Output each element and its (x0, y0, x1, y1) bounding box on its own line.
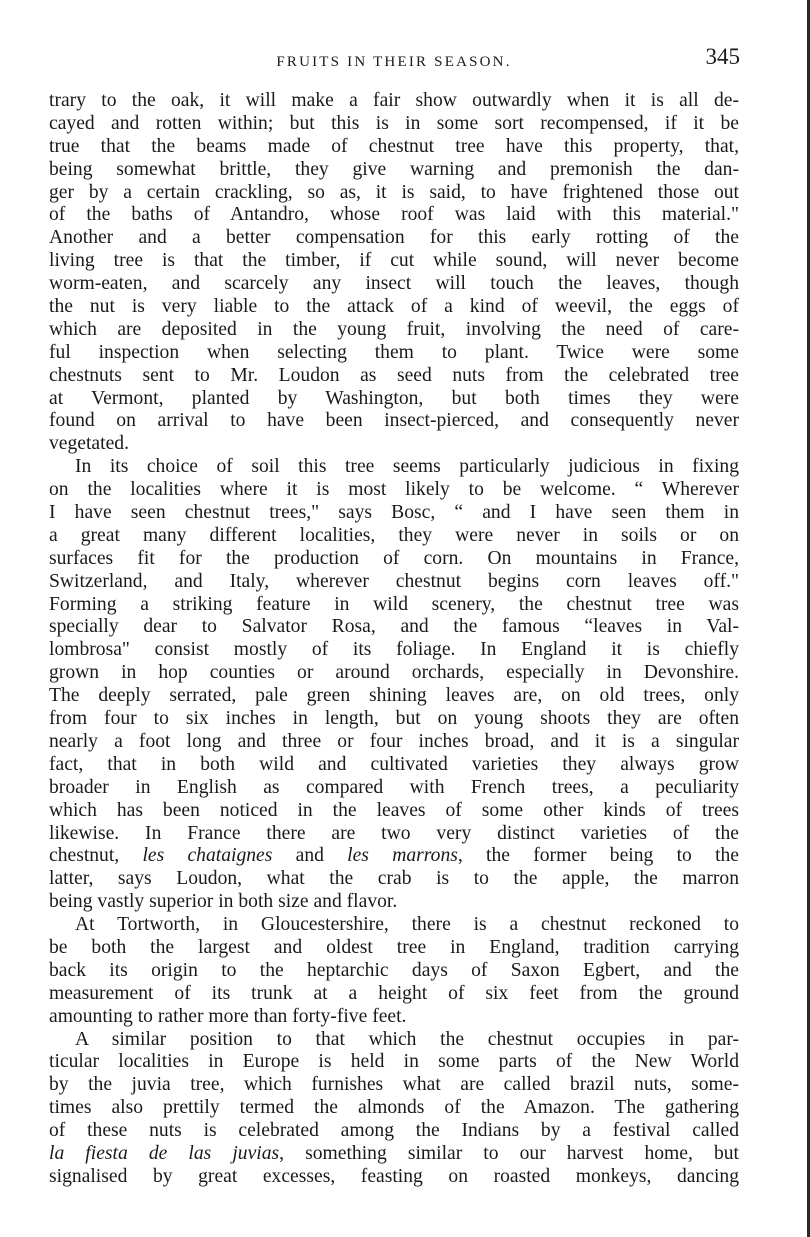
text-line: broader in English as compared with French trees, a peculiarity (49, 776, 739, 798)
text-line: lombrosa" consist mostly of its foliage. In England it is chiefly (49, 639, 739, 661)
text-line: back its origin to the heptarchic days of Saxon Egbert, and the (49, 959, 739, 981)
text-line: of these nuts is celebrated among the Indians by a festival called (49, 1120, 739, 1142)
text-line: chestnuts sent to Mr. Loudon as seed nuts from the celebrated tree (49, 364, 739, 386)
text-line: from four to six inches in length, but on young shoots they are often (49, 708, 739, 730)
line-segment: , the former being to the (457, 845, 739, 867)
italic-term-marrons: les marrons (347, 845, 458, 867)
text-line-italic-term (49, 1143, 739, 1166)
text-line: which has been noticed in the leaves of some other kinds of trees (49, 799, 739, 821)
line-segment: and (272, 845, 348, 867)
running-title: FRUITS IN THEIR SEASON. (276, 54, 512, 70)
running-head (48, 44, 740, 76)
text-line: true that the beams made of chestnut tree have this property, that, (49, 135, 739, 157)
paragraph-end-line: amounting to rather more than forty-five feet. (49, 1005, 407, 1027)
text-line: times also prettily termed the almonds of the Amazon. The gathering (49, 1097, 739, 1119)
italic-term-chataignes: les chataignes (142, 845, 273, 867)
text-line: Another and a better compensation for this early rotting of the (49, 227, 739, 249)
text-line: worm-eaten, and scarcely any insect will touch the leaves, though (49, 273, 739, 295)
text-line: the nut is very liable to the attack of a kind of weevil, the eggs of (49, 296, 739, 318)
line-segment: , something similar to our harvest home, but (279, 1142, 739, 1164)
text-line: a great many different localities, they were never in soils or on (49, 524, 739, 546)
text-line: by the juvia tree, which furnishes what are called brazil nuts, some- (49, 1074, 739, 1096)
text-line: found on arrival to have been insect-pierced, and consequently never (49, 410, 739, 432)
text-line: living tree is that the timber, if cut while sound, will never become (49, 250, 739, 272)
text-line: ger by a certain crackling, so as, it is said, to have frightened those out (49, 181, 739, 203)
text-line: on the localities where it is most likely to be welcome. “ Wherever (49, 479, 739, 501)
text-line: of the baths of Antandro, whose roof was laid with this material." (49, 204, 739, 226)
paragraph-start-line: A similar position to that which the chestnut occupies in par- (75, 1028, 739, 1050)
text-line-italic-terms (49, 845, 739, 868)
text-line: Forming a striking feature in wild scenery, the chestnut tree was (49, 593, 739, 615)
paragraph-end-line: vegetated. (49, 433, 129, 455)
text-line: be both the largest and oldest tree in England, tradition carrying (49, 936, 739, 958)
paragraph-end-line: being vastly superior in both size and flavor. (49, 891, 398, 913)
text-line: latter, says Loudon, what the crab is to the apple, the marron (49, 868, 739, 890)
paragraph-start-line: In its choice of soil this tree seems particularly judicious in fixing (75, 456, 739, 478)
text-line: The deeply serrated, pale green shining leaves are, on old trees, only (49, 685, 739, 707)
text-line: at Vermont, planted by Washington, but both times they were (49, 387, 739, 409)
body-text (49, 90, 739, 1189)
text-line: trary to the oak, it will make a fair show outwardly when it is all de- (49, 90, 739, 111)
text-line: ful inspection when selecting them to plant. Twice were some (49, 341, 739, 363)
text-line: which are deposited in the young fruit, involving the need of care- (49, 318, 739, 340)
page-number: 345 (705, 44, 740, 69)
text-line: fact, that in both wild and cultivated varieties they always grow (49, 753, 739, 775)
text-line: nearly a foot long and three or four inches broad, and it is a singular (49, 730, 739, 752)
text-line: signalised by great excesses, feasting on roasted monkeys, dancing (49, 1165, 739, 1187)
text-line: grown in hop counties or around orchards, especially in Devonshire. (49, 662, 739, 684)
paragraph-start-line: At Tortworth, in Gloucestershire, there is a chestnut reckoned to (75, 914, 739, 936)
italic-term-fiesta: la fiesta de las juvias (49, 1142, 280, 1164)
text-line: specially dear to Salvator Rosa, and the famous “leaves in Val- (49, 616, 739, 638)
text-line: surfaces fit for the production of corn. On mountains in France, (49, 547, 739, 569)
line-segment: chestnut, (49, 845, 143, 867)
text-line: I have seen chestnut trees," says Bosc, “ and I have seen them in (49, 502, 739, 524)
text-line: being somewhat brittle, they give warning and premonish the dan- (49, 158, 739, 180)
text-line: Switzerland, and Italy, wherever chestnut begins corn leaves off." (49, 570, 739, 592)
text-line: cayed and rotten within; but this is in some sort recompensed, if it be (49, 112, 739, 134)
text-line: ticular localities in Europe is held in some parts of the New World (49, 1051, 739, 1073)
text-line: measurement of its trunk at a height of six feet from the ground (49, 982, 739, 1004)
text-line: likewise. In France there are two very distinct varieties of the (49, 822, 739, 844)
